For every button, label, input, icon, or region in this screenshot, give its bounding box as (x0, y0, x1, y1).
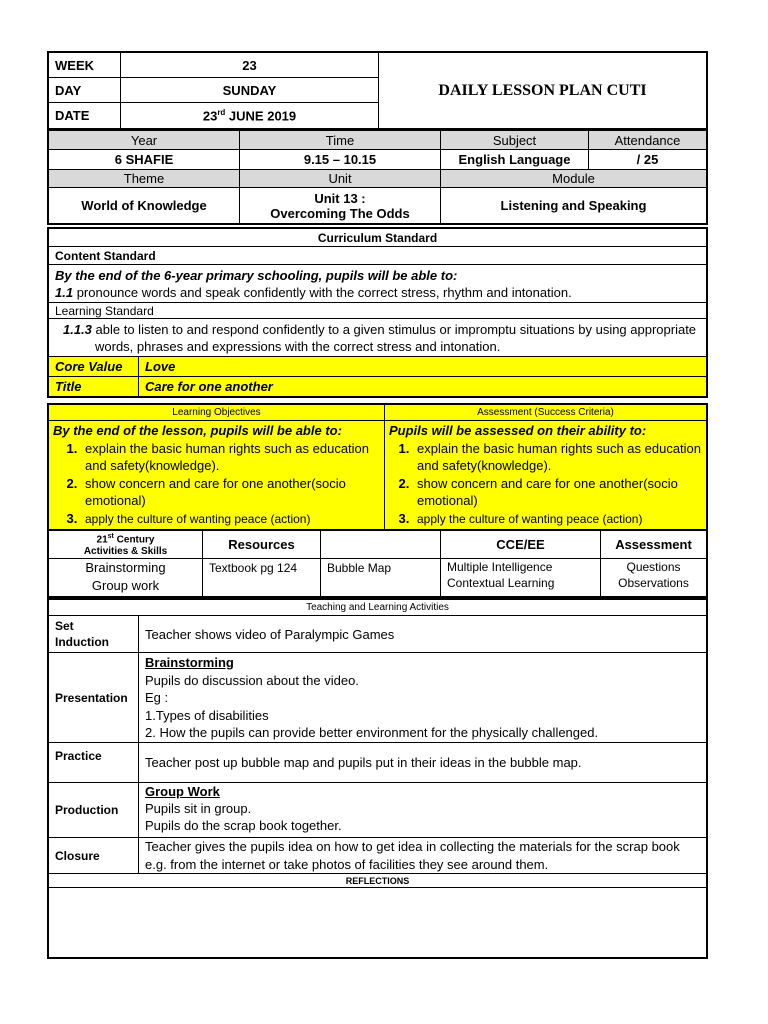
content-intro: By the end of the 6-year primary schooling, pupils will be able to: (55, 267, 458, 283)
learning-standard: 1.1.3 able to listen to and respond confidently to a given stimulus or impromptu situations by using appropriate words, phrases and expressions with the correct stress and intonation. (49, 319, 707, 357)
production-text: Group Work Pupils sit in group. Pupils do the scrap book together. (139, 783, 707, 838)
content-item: 1.1 pronounce words and speak confidently with the correct stress, rhythm and intonation. (55, 284, 572, 300)
objectives-table (48, 404, 707, 530)
presentation-title: Brainstorming (145, 655, 234, 670)
assessment-heading: Assessment (Success Criteria) (385, 405, 707, 421)
cce-values: Multiple Intelligence Contextual Learning (441, 559, 601, 597)
core-value: Love (139, 357, 707, 377)
set-induction-label: Set Induction (49, 616, 139, 653)
core-value-label: Core Value (49, 357, 139, 377)
attendance-label: Attendance (589, 131, 707, 150)
resources-label-extra (321, 531, 441, 559)
set-induction-text: Teacher shows video of Paralympic Games (139, 616, 707, 653)
skills-table (48, 530, 707, 597)
week-label: WEEK (49, 53, 121, 78)
curriculum-table (48, 228, 707, 397)
title-label: Title (49, 377, 139, 397)
ac-item: show concern and care for one another(socio emotional) (417, 475, 678, 508)
lo-item: show concern and care for one another(socio emotional) (85, 475, 346, 508)
learning-objectives (49, 421, 385, 530)
assessment-criteria (385, 421, 707, 530)
subject-label: Subject (441, 131, 589, 150)
title-value: Care for one another (139, 377, 707, 397)
resource-textbook: Textbook pg 124 (203, 559, 321, 597)
practice-text: Teacher post up bubble map and pupils put in their ideas in the bubble map. (139, 743, 707, 783)
curriculum-heading: Curriculum Standard (49, 229, 707, 247)
presentation-label: Presentation (49, 653, 139, 743)
lo-intro: By the end of the lesson, pupils will be able to: (53, 423, 342, 438)
attendance-value: / 25 (589, 150, 707, 170)
activities-heading: Teaching and Learning Activities (49, 600, 707, 616)
learning-objectives-heading: Learning Objectives (49, 405, 385, 421)
theme-label: Theme (49, 170, 240, 188)
closure-label: Closure (49, 838, 139, 874)
year-label: Year (49, 131, 240, 150)
learning-standard-label: Learning Standard (49, 303, 707, 319)
activities-table (48, 599, 707, 958)
page-title: DAILY LESSON PLAN CUTI (379, 53, 707, 129)
closure-text: Teacher gives the pupils idea on how to get idea in collecting the materials for the scrap book e.g. from the internet or take photos of facilities they see around them. (139, 838, 707, 874)
module-label: Module (441, 170, 707, 188)
time-label: Time (240, 131, 441, 150)
day-label: DAY (49, 78, 121, 103)
time-value: 9.15 – 10.15 (240, 150, 441, 170)
info-table (48, 130, 707, 224)
subject-value: English Language (441, 150, 589, 170)
week-value: 23 (121, 53, 379, 78)
presentation-text: Brainstorming Pupils do discussion about the video. Eg : 1.Types of disabilities 2. How the pupils can provide better environment for the physically challenged. (139, 653, 707, 743)
date-label: DATE (49, 103, 121, 129)
production-label: Production (49, 783, 139, 838)
unit-label: Unit (240, 170, 441, 188)
production-title: Group Work (145, 784, 220, 799)
practice-label: Practice (49, 743, 139, 783)
cce-label: CCE/EE (441, 531, 601, 559)
ac-item: explain the basic human rights such as education and safety(knowledge). (417, 440, 702, 473)
unit-value: Unit 13 : Overcoming The Odds (240, 188, 441, 224)
reflections-box (49, 888, 707, 958)
header-table (48, 52, 707, 129)
year-value: 6 SHAFIE (49, 150, 240, 170)
assessment-label: Assessment (601, 531, 707, 559)
lo-item: explain the basic human rights such as education and safety(knowledge). (85, 440, 370, 473)
ac-item: apply the culture of wanting peace (action) (417, 511, 643, 526)
module-value: Listening and Speaking (441, 188, 707, 224)
activities-skills: Brainstorming Group work (49, 559, 203, 597)
assessment-values: Questions Observations (601, 559, 707, 597)
content-standard (49, 265, 707, 303)
century-skills-label: 21st Century Activities & Skills (49, 531, 203, 559)
day-value: SUNDAY (121, 78, 379, 103)
date-value: 23rd JUNE 2019 (121, 103, 379, 129)
content-standard-label: Content Standard (49, 247, 707, 265)
resources-label: Resources (203, 531, 321, 559)
lo-item: apply the culture of wanting peace (action) (85, 511, 311, 526)
resource-bubble-map: Bubble Map (321, 559, 441, 597)
theme-value: World of Knowledge (49, 188, 240, 224)
reflections-heading: REFLECTIONS (49, 874, 707, 888)
ac-intro: Pupils will be assessed on their ability to: (389, 423, 647, 438)
